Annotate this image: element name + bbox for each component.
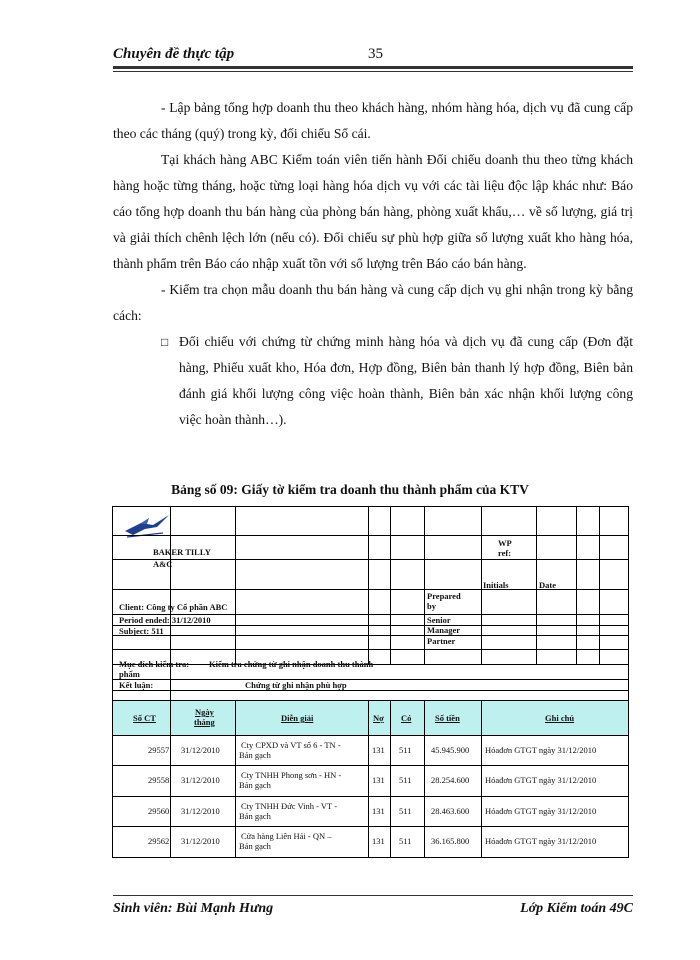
conclusion-value: Chứng từ ghi nhận phù hợp	[245, 680, 347, 690]
class-name: Lớp Kiểm toán 49C	[520, 901, 633, 916]
cell-so-tien: 28.463.600	[431, 806, 470, 816]
initials-label: Initials	[483, 580, 509, 590]
cell-dien-giai: Cty CPXD và VT số 6 - TN -	[241, 740, 341, 750]
grid-line	[113, 625, 628, 626]
grid-line	[170, 700, 171, 857]
grid-line	[390, 507, 391, 664]
cell-so-tien: 28.254.600	[431, 775, 470, 785]
footer-rule	[113, 895, 633, 896]
header-rule-thick	[113, 66, 633, 69]
subject-label: Subject: 511	[119, 626, 164, 636]
cell-no: 131	[372, 745, 385, 755]
working-paper-table	[112, 506, 629, 858]
company-name: BAKER TILLY	[153, 547, 211, 557]
grid-line	[113, 700, 628, 701]
paragraph-2: Tại khách hàng ABC Kiểm toán viên tiến hành Đối chiếu doanh thu theo từng khách hàng hoặc từng tháng, hoặc từng loại hàng hóa dịch vụ với các tài liệu độc lập khác như: Báo cáo tổng hợp doanh thu bán hàng của phòng bán hàng, phòng xuất khẩu,… về số lượng, giá trị và giải thích chênh lệch lớn (nếu có). Đối chiếu sự phù hợp giữa số lượng xuất kho hàng hóa, thành phẩm trên Báo cáo nhập xuất tồn với số lượng trên Báo cáo bán hàng.	[113, 152, 633, 271]
cell-ghi-chu: Hóađơn GTGT ngày 31/12/2010	[485, 836, 597, 846]
checkbox-bullet-icon: □	[161, 335, 169, 349]
grid-line	[481, 507, 482, 664]
cell-co: 511	[399, 836, 412, 846]
grid-line	[113, 690, 628, 691]
cell-ngay: 31/12/2010	[181, 806, 220, 816]
grid-line	[235, 700, 236, 857]
document-title: Chuyên đề thực tập	[113, 46, 235, 62]
body-text	[113, 95, 633, 433]
period-label: Period ended: 31/12/2010	[119, 615, 211, 625]
cell-so-tien: 45.945.900	[431, 745, 470, 755]
cell-no: 131	[372, 806, 385, 816]
client-label: Client: Công ty Cổ phần ABC	[119, 602, 228, 612]
grid-line	[113, 826, 628, 827]
header-rule-thin	[113, 71, 633, 72]
cell-dien-giai-2: Bán gạch	[239, 750, 271, 760]
purpose-label: Mục đích kiểm tra:	[119, 659, 190, 669]
cell-dien-giai-2: Bán gạch	[239, 811, 271, 821]
cell-ghi-chu: Hóađơn GTGT ngày 31/12/2010	[485, 745, 597, 755]
prepared-label: Prepared	[427, 591, 461, 601]
cell-so-ct: 29560	[148, 806, 170, 816]
cell-so-ct: 29562	[148, 836, 170, 846]
col-header-so-ct: Số CT	[133, 713, 156, 723]
col-header-so-tien: Số tiền	[435, 713, 460, 723]
cell-dien-giai-2: Bán gạch	[239, 780, 271, 790]
grid-line	[113, 559, 628, 560]
grid-line	[113, 635, 628, 636]
col-header-no: Nợ	[373, 713, 384, 723]
paragraph-1: - Lập bảng tổng hợp doanh thu theo khách hàng, nhóm hàng hóa, dịch vụ đã cung cấp theo các tháng (quý) trong kỳ, đối chiếu Sổ cái.	[113, 100, 633, 141]
cell-co: 511	[399, 806, 412, 816]
grid-line	[576, 507, 577, 664]
grid-line	[113, 535, 628, 536]
col-header-dien-giai: Diễn giải	[281, 713, 314, 723]
grid-line	[113, 796, 628, 797]
purpose-value-cont: phẩm	[119, 669, 140, 679]
date-label: Date	[539, 580, 556, 590]
grid-line	[424, 700, 425, 857]
grid-line	[599, 507, 600, 664]
cell-dien-giai: Cty TNHH Phong sơn - HN -	[241, 770, 342, 780]
conclusion-label: Kết luận:	[119, 680, 154, 690]
paragraph-3: - Kiểm tra chọn mẫu doanh thu bán hàng và cung cấp dịch vụ ghi nhận trong kỳ bằng cách:	[113, 282, 633, 323]
bullet-text: Đối chiếu với chứng từ chứng minh hàng hóa và dịch vụ đã cung cấp (Đơn đặt hàng, Phiếu xuất kho, Hóa đơn, Hợp đồng, Biên bản thanh lý hợp đồng, Biên bản đánh giá khối lượng công việc hoàn thành, Biên bản xác nhận khối lượng công việc hoàn thành…).	[179, 334, 633, 427]
grid-line	[235, 507, 236, 664]
grid-line	[113, 679, 628, 680]
cell-ghi-chu: Hóađơn GTGT ngày 31/12/2010	[485, 806, 597, 816]
wp-label: WP	[498, 538, 512, 548]
grid-line	[113, 649, 628, 650]
cell-no: 131	[372, 836, 385, 846]
cell-ngay: 31/12/2010	[181, 745, 220, 755]
cell-dien-giai-2: Bán gạch	[239, 841, 271, 851]
page-number: 35	[368, 46, 383, 62]
grid-line	[536, 507, 537, 664]
partner-label: Partner	[427, 636, 456, 646]
grid-line	[481, 700, 482, 857]
grid-line	[113, 765, 628, 766]
cell-ngay: 31/12/2010	[181, 775, 220, 785]
col-header-ngay: Ngày	[195, 707, 214, 717]
cell-dien-giai: Cửa hàng Liên Hải - QN –	[241, 831, 332, 841]
cell-ghi-chu: Hóađơn GTGT ngày 31/12/2010	[485, 775, 597, 785]
senior-label: Senior	[427, 615, 451, 625]
cell-dien-giai: Cty TNHH Đức Vinh - VT -	[241, 801, 338, 811]
page-header	[113, 44, 633, 66]
manager-label: Manager	[427, 625, 461, 635]
grid-line	[368, 507, 369, 664]
wp-ref-label: ref:	[498, 548, 512, 558]
cell-no: 131	[372, 775, 385, 785]
col-header-co: Có	[401, 713, 412, 723]
cell-so-ct: 29558	[148, 775, 170, 785]
grid-line	[424, 507, 425, 664]
table-title: Bảng số 09: Giấy tờ kiểm tra doanh thu thành phẩm của KTV	[171, 482, 529, 497]
cell-co: 511	[399, 775, 412, 785]
cell-co: 511	[399, 745, 412, 755]
page-footer	[113, 895, 633, 925]
grid-line	[368, 700, 369, 857]
student-name: Sinh viên: Bùi Mạnh Hưng	[113, 901, 274, 916]
bullet-item	[161, 329, 633, 433]
cell-so-tien: 36.165.800	[431, 836, 470, 846]
cell-so-ct: 29557	[148, 745, 170, 755]
cell-ngay: 31/12/2010	[181, 836, 220, 846]
company-sub: A&C	[153, 559, 173, 569]
grid-line	[113, 735, 628, 736]
col-header-ghi-chu: Ghi chú	[545, 713, 575, 723]
prepared-by-label: by	[427, 601, 436, 611]
purpose-value: Kiểm tra chứng từ ghi nhận doanh thu thành	[209, 659, 374, 669]
grid-line	[390, 700, 391, 857]
col-header-thang: tháng	[194, 717, 215, 727]
